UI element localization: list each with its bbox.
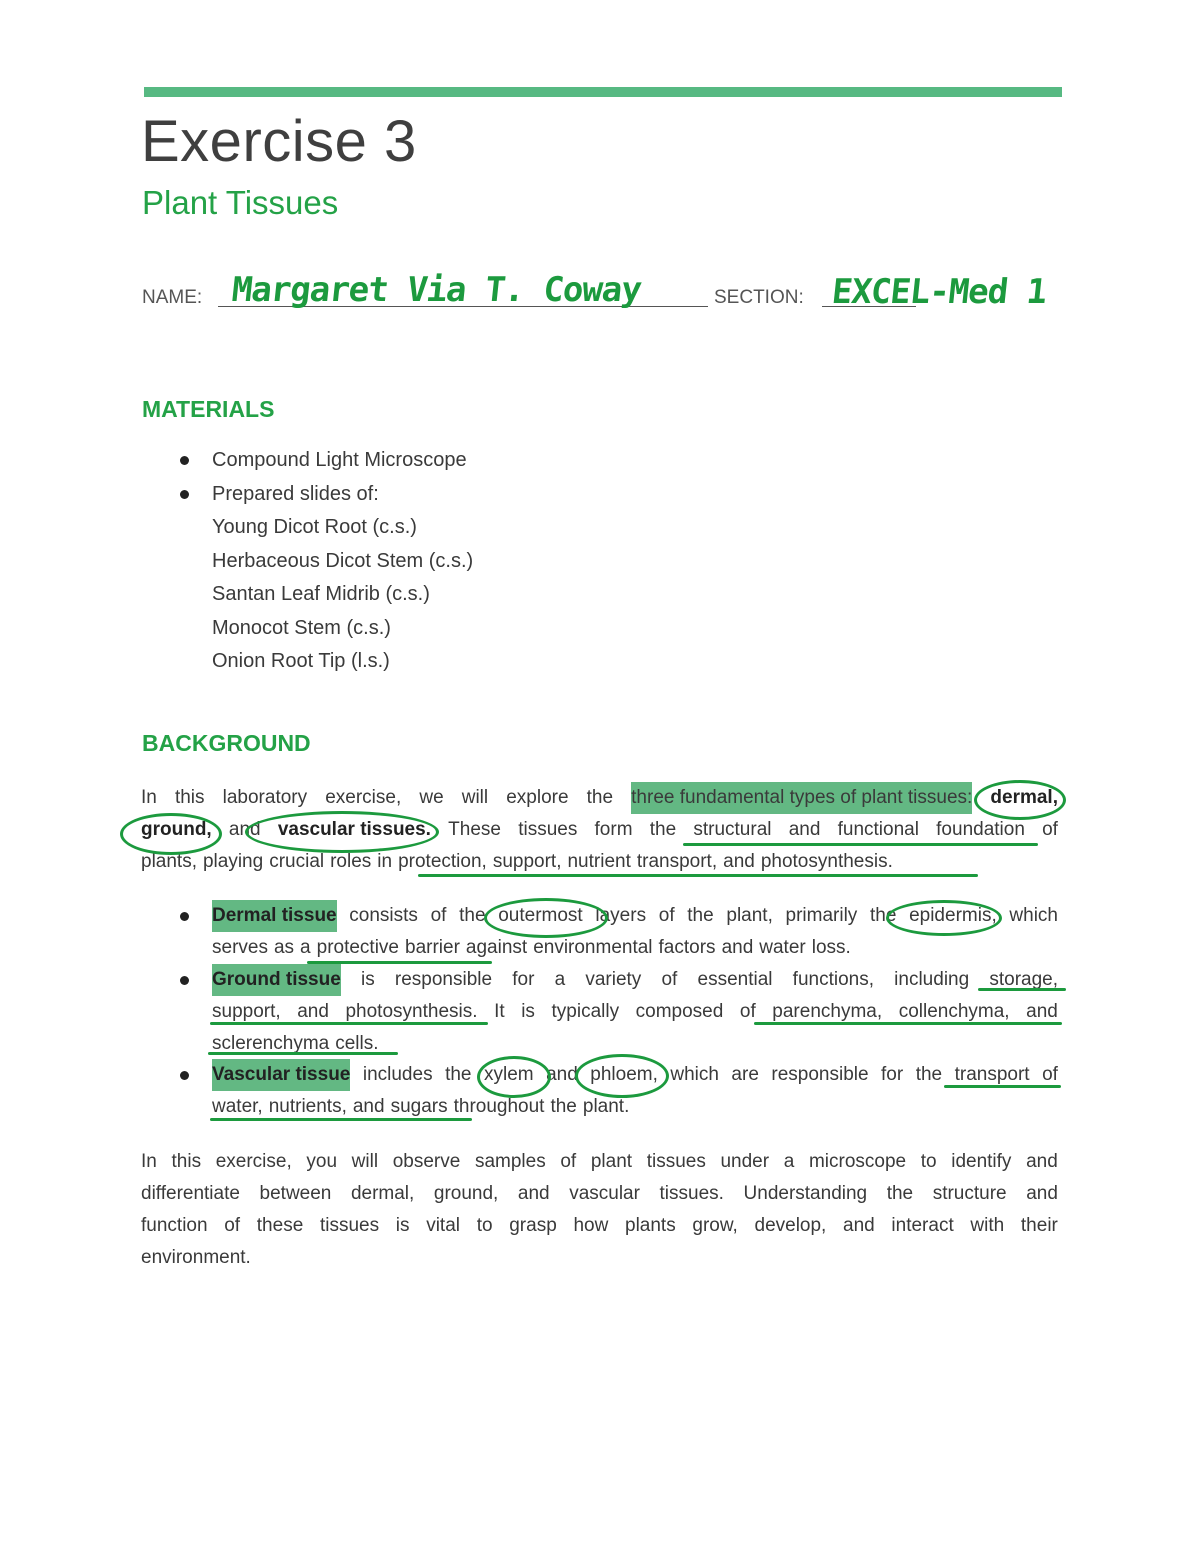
underline-annotation: [978, 988, 1066, 991]
underline-annotation: [944, 1085, 1061, 1088]
background-intro: In this laboratory exercise, we will explore the three fundamental types of plant tissues: dermal, ground, and vascular tissues. These tissues form the structural and functional foundation of plants, playing crucial roles in protection, support, nutrient transport, and photosynthesis.: [141, 782, 1058, 878]
slide-item: Santan Leaf Midrib (c.s.): [212, 583, 430, 605]
bullet-icon: [180, 490, 189, 499]
circle-annotation-outermost: [484, 898, 608, 938]
underline-annotation: [307, 961, 492, 964]
slide-item: Young Dicot Root (c.s.): [212, 516, 417, 538]
slide-item: Monocot Stem (c.s.): [212, 616, 391, 639]
bullet-icon: [180, 912, 189, 921]
page-subtitle: Plant Tissues: [142, 184, 339, 221]
list-item: Prepared slides of:: [212, 482, 473, 516]
list-item: Compound Light Microscope: [212, 448, 473, 482]
underline-annotation: [210, 1022, 488, 1025]
background-closing: In this exercise, you will observe samples of plant tissues under a microscope to identify and differentiate between dermal, ground, and vascular tissues. Understanding the structure and function of these tissues is vital to grasp how plants grow, develop, and interact with their environment.: [141, 1151, 1058, 1268]
circle-annotation-vascular-tissues: [245, 811, 439, 853]
name-label: NAME:: [142, 287, 203, 308]
underline-annotation: [418, 874, 978, 877]
circle-annotation-ground: [120, 813, 222, 855]
slide-item: Herbaceous Dicot Stem (c.s.): [212, 549, 474, 572]
slide-item: Onion Root Tip (l.s.): [212, 650, 390, 672]
underline-annotation: [683, 843, 1038, 846]
bullet-icon: [180, 1071, 189, 1080]
page-title: Exercise 3: [141, 109, 417, 174]
list-item-ground: Ground tissue is responsible for a variety of essential functions, including storage, support, and photosynthesis. It is typically composed of parenchyma, collenchyma, and sclerenchyma cells.: [212, 964, 1058, 1060]
section-label: SECTION:: [714, 287, 804, 308]
circle-annotation-dermal: [974, 780, 1066, 820]
header-rule: [144, 87, 1062, 97]
circle-annotation-phloem: [575, 1054, 669, 1098]
section-handwriting[interactable]: EXCEL-Med 1: [829, 272, 1049, 312]
underline-annotation: [208, 1052, 398, 1055]
list-item-dermal: Dermal tissue consists of the outermost layers of the plant, primarily the epidermis, which serves as a protective barrier against environmental factors and water loss.: [212, 900, 1058, 964]
underline-annotation: [210, 1118, 472, 1121]
materials-list: [212, 448, 473, 683]
name-handwriting[interactable]: Margaret Via T. Coway: [229, 270, 643, 310]
bullet-icon: [180, 456, 189, 465]
underline-annotation: [754, 1022, 1062, 1025]
background-heading: BACKGROUND: [142, 730, 311, 756]
list-item-vascular: Vascular tissue includes the xylem and phloem, which are responsible for the transport of water, nutrients, and sugars throughout the plant.: [212, 1059, 1058, 1123]
circle-annotation-epidermis: [886, 900, 1002, 936]
bullet-icon: [180, 976, 189, 985]
materials-heading: MATERIALS: [142, 396, 275, 422]
circle-annotation-xylem: [477, 1056, 551, 1098]
